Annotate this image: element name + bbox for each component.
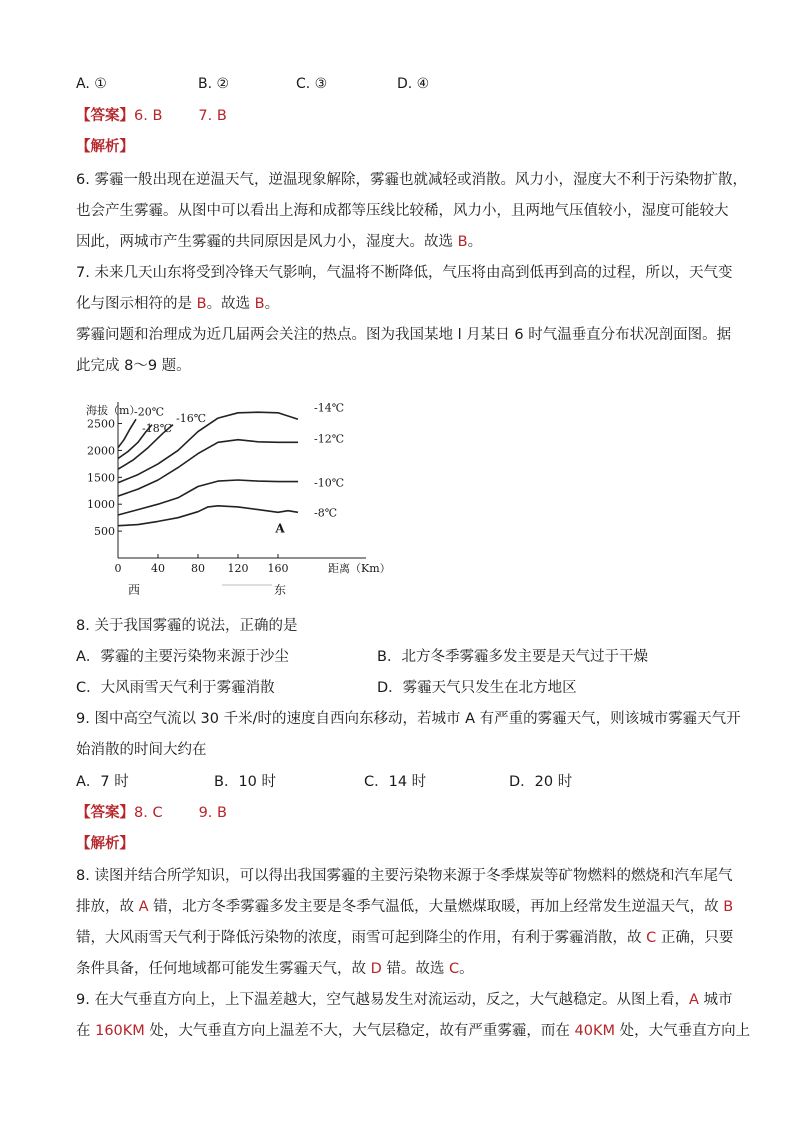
analysis-label-2: 【解析】 [76,836,134,852]
isotherm-label: -20℃ [134,405,165,419]
temperature-profile-chart [78,396,418,596]
analysis-label-1: 【解析】 [76,139,134,155]
y-tick-label: 2000 [87,444,115,458]
exp8-line1: 8. 读图并结合所学知识，可以得出我国雾霾的主要污染物来源于冬季煤炭等矿物燃料的燃烧和汽车尾气 [76,868,733,884]
q8-option-b: B．北方冬季雾霾多发主要是天气过于干燥 [377,649,648,665]
exp7-line1: 7. 未来几天山东将受到冷锋天气影响，气温将不断降低，气压将由高到低再到高的过程，所以，天气变 [76,265,733,281]
option-a: A. ① [76,76,107,92]
answer-6: 6. B [134,108,163,124]
q8-option-c: C．大风雨雪天气利于雾霾消散 [76,680,275,696]
exp8-line4: 条件具备，任何地域都可能发生雾霾天气，故 D 错。故选 C。 [76,961,474,977]
exp8-line2: 排放，故 A 错，北方冬季雾霾多发主要是冬季气温低，大量燃煤取暖，再加上经常发生逆温天气，故 B [76,899,734,915]
exp6-line1: 6. 雾霾一般出现在逆温天气，逆温现象解除，雾霾也就减轻或消散。风力小，湿度大不利于污染物扩散， [76,172,747,188]
intro-line2: 此完成 8～9 题。 [76,358,191,374]
x-tick-label: 160 [267,562,289,575]
isotherm-label: -18℃ [142,421,173,435]
exp9-line2: 在 160KM 处，大气垂直方向上温差不大，大气层稳定，故有严重雾霾，而在 40KM 处，大气垂直方向上 [76,1023,751,1039]
q9-line2: 始消散的时间大约在 [76,742,207,758]
isotherm-label: -14℃ [314,401,345,415]
q9-option-d: D．20 时 [509,774,573,790]
exp7-line2: 化与图示相符的是 B。故选 B。 [76,296,280,312]
intro-line1: 雾霾问题和治理成为近几届两会关注的热点。图为我国某地 l 月某日 6 时气温垂直分布状况剖面图。据 [76,327,732,343]
x-axis-label: 距离（Km） [328,562,391,575]
y-tick-label: 2500 [87,417,115,431]
exp9-line1: 9. 在大气垂直方向上，上下温差越大，空气越易发生对流运动，反之，大气越稳定。从图上看，A 城市 [76,992,733,1008]
y-tick-label: 1500 [87,471,115,485]
isotherm-label: -10℃ [314,476,345,490]
isotherm-line [118,506,298,526]
y-tick-label: 1000 [87,498,115,512]
city-a-label: A [275,521,285,536]
q9-option-a: A．7 时 [76,774,129,790]
q9-line1: 9. 图中高空气流以 30 千米/时的速度自西向东移动，若城市 A 有严重的雾霾天气，则该城市雾霾天气开 [76,711,741,727]
answer-7: 7. B [198,108,227,124]
west-label: 西 [127,583,141,596]
isotherm-label: -16℃ [176,412,207,426]
q8-stem: 8. 关于我国雾霾的说法，正确的是 [76,618,298,634]
answer-line-1 [76,106,227,126]
isotherm-line [118,440,298,496]
exp8-line3: 错，大风雨雪天气利于降低污染物的浓度，雨雪可起到降尘的作用，有利于雾霾消散，故 C 正确，只要 [76,930,734,946]
x-tick-label: 0 [114,562,122,575]
exp6-line3: 因此，两城市产生雾霾的共同原因是风力小，湿度大。故选 B。 [76,234,483,250]
exp6-line2: 也会产生雾霾。从图中可以看出上海和成都等压线比较稀，风力小，且两地气压值较小，湿度可能较大 [76,203,729,219]
x-tick-label: 120 [227,562,249,575]
y-axis-label: 海拔（m） [86,404,141,417]
q8-option-a: A．雾霾的主要污染物来源于沙尘 [76,649,289,665]
answer-label: 【答案】 [76,805,134,821]
q8-option-d: D．雾霾天气只发生在北方地区 [377,680,577,696]
answer-9: 9. B [198,805,227,821]
isotherm-label: -8℃ [314,506,338,520]
east-label: 东 [273,583,287,596]
q9-option-c: C．14 时 [364,774,427,790]
q9-option-b: B．10 时 [214,774,277,790]
option-d: D. ④ [397,76,430,92]
isotherm-label: -12℃ [314,432,345,446]
answer-line-2 [76,803,227,823]
y-tick-label: 500 [94,525,115,539]
option-b: B. ② [198,76,230,92]
x-tick-label: 80 [191,562,205,575]
x-tick-label: 40 [151,562,165,575]
answer-label: 【答案】 [76,108,134,124]
answer-8: 8. C [134,805,163,821]
option-c: C. ③ [296,76,328,92]
